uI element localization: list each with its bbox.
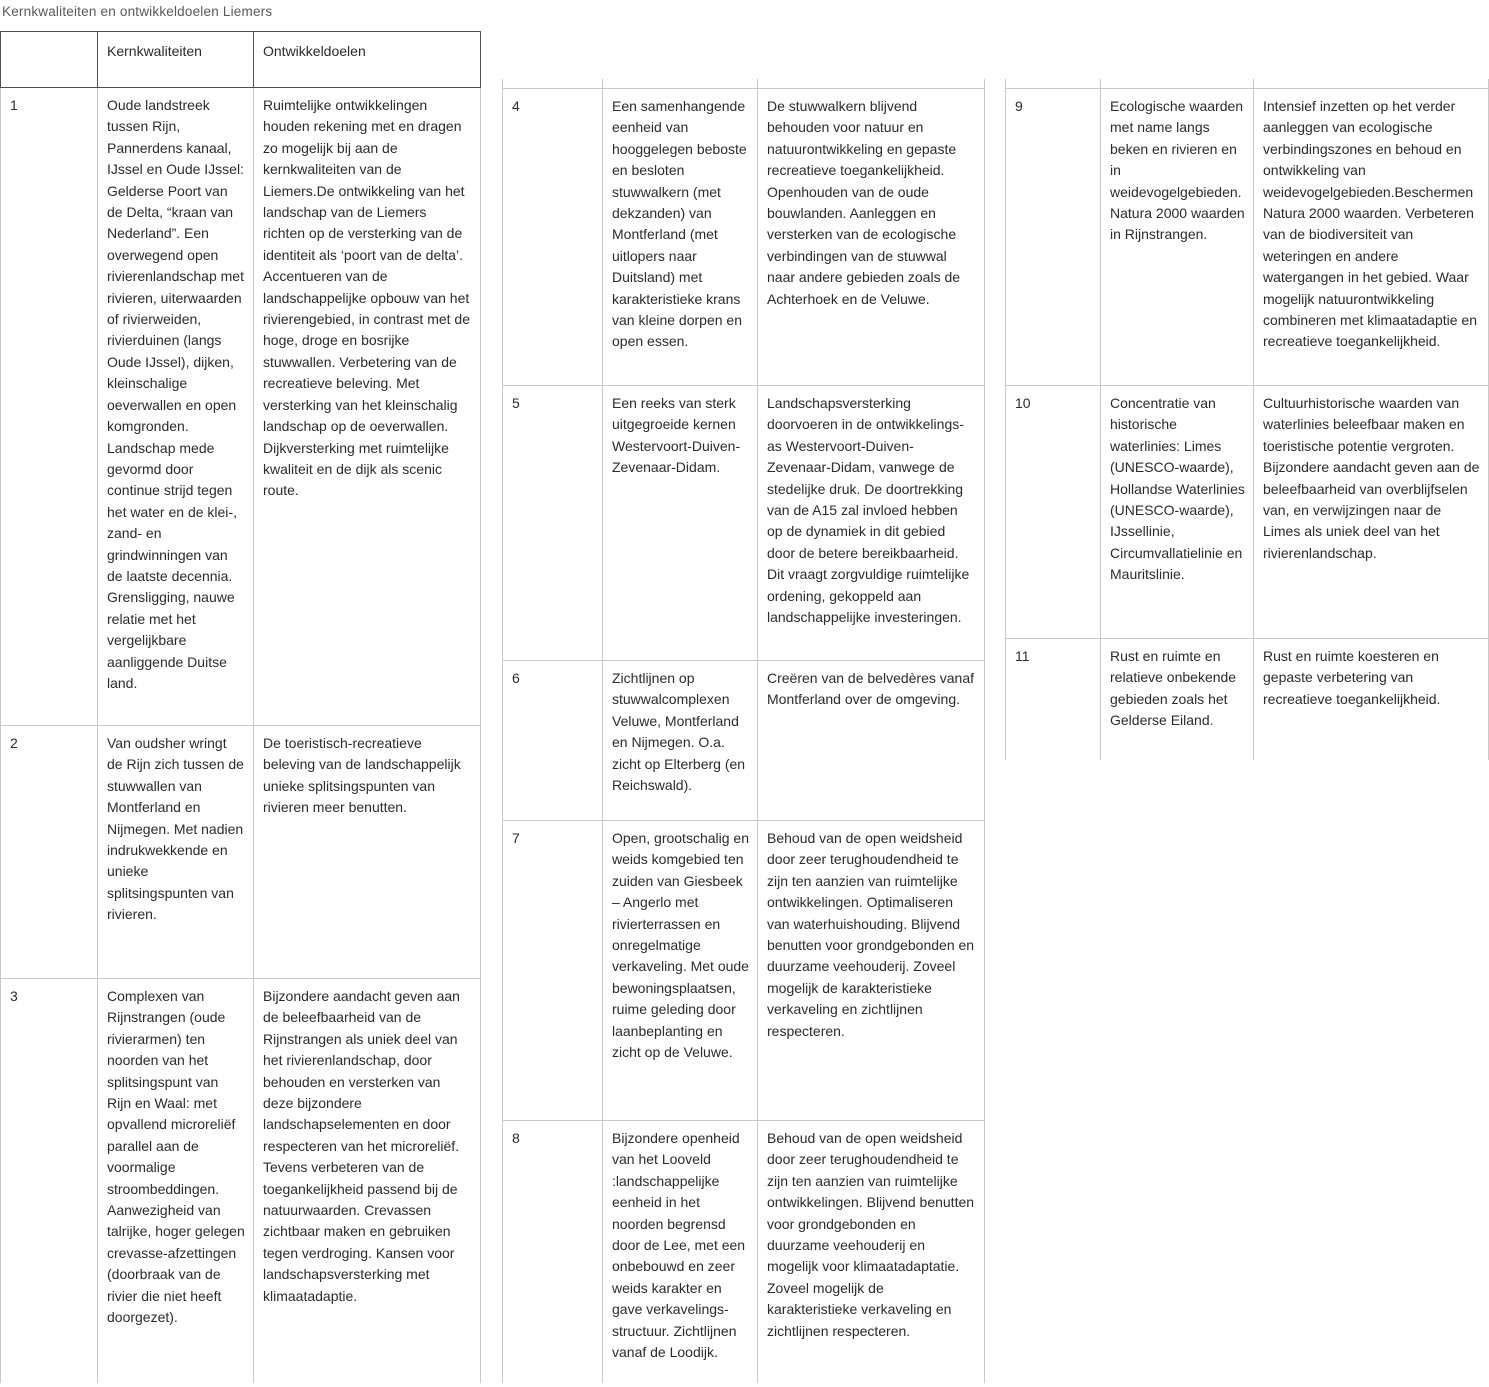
ontwikkeldoel-cell: Behoud van de open weidsheid door zeer terughoudendheid te zijn ten aanzien van ruimtelijke ontwikkelingen. Blijvend benutten voor grondgebonden en duurzame veehouderij en mogelijk voor klimaatadaptatie. Zoveel mogelijk de karakteristieke verkaveling en zichtlijnen respecteren.: [757, 1121, 985, 1383]
table-row: [502, 660, 985, 820]
table-stub-row: [1005, 79, 1489, 88]
stub-cell: [1100, 79, 1253, 88]
table-group-2: [502, 79, 985, 1383]
stub-cell: [502, 79, 602, 88]
ontwikkeldoel-cell: De toeristisch-recreatieve beleving van de landschappelijk unieke splitsingspunten van rivieren meer benutten.: [253, 726, 481, 978]
ontwikkeldoel-cell: Landschapsversterking doorvoeren in de ontwikkelings-as Westervoort-Duiven-Zevenaar-Didam, vanwege de stedelijke druk. De doortrekking van de A15 zal invloed hebben op de dynamiek in dit gebied door de betere bereikbaarheid. Dit vraagt zorgvuldige ruimtelijke ordening, gekoppeld aan landschappelijke investeringen.: [757, 386, 985, 660]
table-row: [0, 978, 481, 1383]
row-number: 5: [502, 386, 602, 660]
row-number: 3: [0, 979, 97, 1383]
kernkwaliteit-cell: Zichtlijnen op stuwwalcomplexen Veluwe, Montferland en Nijmegen. O.a. zicht op Elterberg (en Reichswald).: [602, 661, 757, 820]
table-row: [1005, 638, 1489, 760]
table-row: [0, 88, 481, 725]
ontwikkeldoel-cell: Behoud van de open weidsheid door zeer terughoudendheid te zijn ten aanzien van ruimtelijke ontwikkelingen. Optimaliseren van waterhuishouding. Blijvend benutten voor grondgebonden en duurzame veehouderij. Zoveel mogelijk de karakteristieke verkaveling en zichtlijnen respecteren.: [757, 821, 985, 1120]
ontwikkeldoel-cell: Cultuurhistorische waarden van waterlinies beleefbaar maken en toeristische potentie vergroten. Bijzondere aandacht geven aan de beleefbaarheid van overblijfselen van, en verwijzingen naar de Limes als uniek deel van het rivierenlandschap.: [1253, 386, 1489, 638]
stub-cell: [602, 79, 757, 88]
kernkwaliteit-cell: Ecologische waarden met name langs beken en rivieren en in weidevogelgebieden. Natura 2000 waarden in Rijnstrangen.: [1100, 89, 1253, 385]
stub-cell: [1005, 79, 1100, 88]
kernkwaliteit-cell: Bijzondere openheid van het Looveld :landschappelijke eenheid in het noorden begrensd door de Lee, met een onbebouwd en zeer weids karakter en gave verkavelings-structuur. Zichtlijnen vanaf de Loodijk.: [602, 1121, 757, 1383]
row-number: 1: [0, 88, 97, 725]
table-stub-row: [502, 79, 985, 88]
row-number: 6: [502, 661, 602, 820]
stub-cell: [1253, 79, 1489, 88]
ontwikkeldoel-cell: Rust en ruimte koesteren en gepaste verbetering van recreatieve toegankelijkheid.: [1253, 639, 1489, 760]
row-number: 8: [502, 1121, 602, 1383]
ontwikkeldoel-cell: Intensief inzetten op het verder aanleggen van ecologische verbindingszones en behoud en ontwikkeling van weidevogelgebieden.Beschermen Natura 2000 waarden. Verbeteren van de biodiversiteit van weteringen en andere watergangen in het gebied. Waar mogelijk natuurontwikkeling combineren met klimaatadaptie en recreatieve toegankelijkheid.: [1253, 89, 1489, 385]
stub-cell: [757, 79, 985, 88]
header-ontwikkeldoelen: Ontwikkeldoelen: [253, 32, 481, 87]
table-row: [502, 385, 985, 660]
table-row: [502, 1120, 985, 1383]
page-title: Kernkwaliteiten en ontwikkeldoelen Liemers: [2, 4, 273, 19]
kernkwaliteit-cell: Een samenhangende eenheid van hooggelegen beboste en besloten stuwwalkern (met dekzanden) van Montferland (met uitlopers naar Duitsland) met karakteristieke krans van kleine dorpen en open essen.: [602, 89, 757, 385]
table-header-row: [0, 31, 481, 88]
kernkwaliteit-cell: Een reeks van sterk uitgegroeide kernen Westervoort-Duiven-Zevenaar-Didam.: [602, 386, 757, 660]
row-number: 9: [1005, 89, 1100, 385]
row-number: 4: [502, 89, 602, 385]
kernkwaliteit-cell: Complexen van Rijnstrangen (oude rivierarmen) ten noorden van het splitsingspunt van Rijn en Waal: met opvallend microreliëf parallel aan de voormalige stroombeddingen. Aanwezigheid van talrijke, hoger gelegen crevasse-afzettingen (doorbraak van de rivier die niet heeft doorgezet).: [97, 979, 253, 1383]
kernkwaliteit-cell: Concentratie van historische waterlinies: Limes (UNESCO-waarde), Hollandse Waterlinies (UNESCO-waarde), IJssellinie, Circumvallatielinie en Mauritslinie.: [1100, 386, 1253, 638]
table-row: [1005, 385, 1489, 638]
row-number: 2: [0, 726, 97, 978]
table-group-3: [1005, 79, 1489, 760]
table-row: [0, 725, 481, 978]
row-number: 10: [1005, 386, 1100, 638]
header-kernkwaliteiten: Kernkwaliteiten: [97, 32, 253, 87]
ontwikkeldoel-cell: Bijzondere aandacht geven aan de beleefbaarheid van de Rijnstrangen als uniek deel van het rivierenlandschap, door behouden en versterken van deze bijzondere landschapselementen en door respecteren van het microreliëf. Tevens verbeteren van de toegankelijkheid passend bij de natuurwaarden. Crevassen zichtbaar maken en gebruiken tegen verdroging. Kansen voor landschapsversterking met klimaatadaptie.: [253, 979, 481, 1383]
table-group-1: [0, 31, 481, 1383]
kernkwaliteit-cell: Oude landstreek tussen Rijn, Pannerdens kanaal, IJssel en Oude IJssel: Gelderse Poort van de Delta, “kraan van Nederland”. Een overwegend open rivierenlandschap met rivieren, uiterwaarden of rivierweiden, rivierduinen (langs Oude IJssel), dijken, kleinschalige oeverwallen en open komgronden. Landschap mede gevormd door continue strijd tegen het water en de klei-, zand- en grindwinningen van de laatste decennia. Grensligging, nauwe relatie met het vergelijkbare aanliggende Duitse land.: [97, 88, 253, 725]
row-number: 11: [1005, 639, 1100, 760]
table-row: [1005, 88, 1489, 385]
row-number: 7: [502, 821, 602, 1120]
table-row: [502, 88, 985, 385]
ontwikkeldoel-cell: Ruimtelijke ontwikkelingen houden rekening met en dragen zo mogelijk bij aan de kernkwaliteiten van de Liemers.De ontwikkeling van het landschap van de Liemers richten op de versterking van de identiteit als ‘poort van de delta’. Accentueren van de landschappelijke opbouw van het rivierengebied, in contrast met de hoge, droge en bosrijke stuwwallen. Verbetering van de recreatieve beleving. Met versterking van het kleinschalig landschap op de oeverwallen. Dijkversterking met ruimtelijke kwaliteit en de dijk als scenic route.: [253, 88, 481, 725]
table-row: [502, 820, 985, 1120]
kernkwaliteit-cell: Van oudsher wringt de Rijn zich tussen de stuwwallen van Montferland en Nijmegen. Met nadien indrukwekkende en unieke splitsingspunten van rivieren.: [97, 726, 253, 978]
header-number-cell: [0, 32, 97, 87]
ontwikkeldoel-cell: Creëren van de belvedères vanaf Montferland over de omgeving.: [757, 661, 985, 820]
kernkwaliteit-cell: Rust en ruimte en relatieve onbekende gebieden zoals het Gelderse Eiland.: [1100, 639, 1253, 760]
ontwikkeldoel-cell: De stuwwalkern blijvend behouden voor natuur en natuurontwikkeling en gepaste recreatieve toegankelijkheid. Openhouden van de oude bouwlanden. Aanleggen en versterken van de ecologische verbindingen van de stuwwal naar andere gebieden zoals de Achterhoek en de Veluwe.: [757, 89, 985, 385]
kernkwaliteit-cell: Open, grootschalig en weids komgebied ten zuiden van Giesbeek – Angerlo met rivierterrassen en onregelmatige verkaveling. Met oude bewoningsplaatsen, ruime geleding door laanbeplanting en zicht op de Veluwe.: [602, 821, 757, 1120]
